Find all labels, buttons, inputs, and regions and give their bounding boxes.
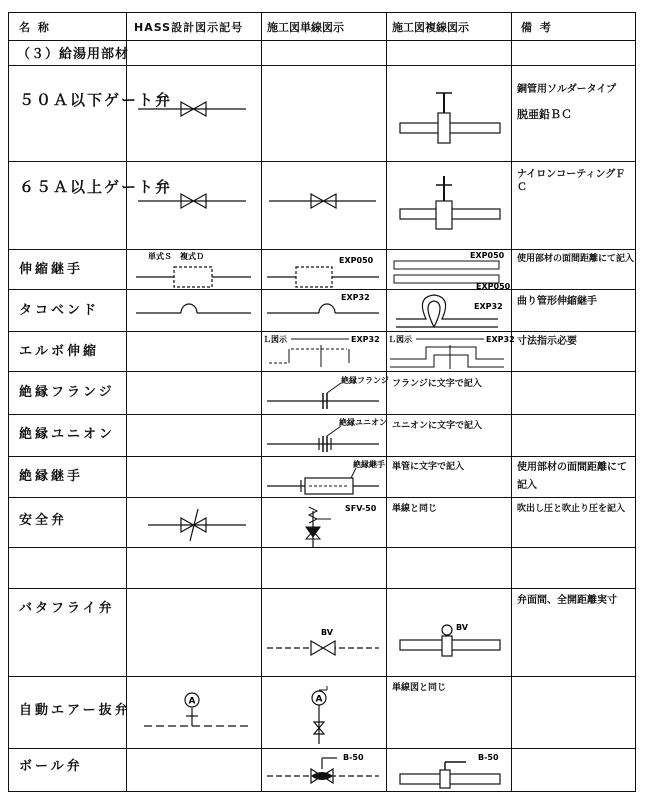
- expansion-joint-symbol: [126, 249, 261, 289]
- row-divider: [9, 40, 635, 41]
- row-name: バタフライ弁: [19, 601, 115, 616]
- ball-valve-double-line: [386, 748, 511, 793]
- remark: 弁面間、全開距離実寸: [517, 595, 617, 606]
- single-label: SFV-50: [345, 504, 377, 513]
- loop-bend-symbol: [126, 289, 261, 331]
- remark: ナイロンコーティングＦＣ: [517, 169, 626, 193]
- remark: 使用部材の面間距離にて記入: [517, 254, 635, 264]
- row-name: 安全弁: [19, 513, 68, 528]
- loop-bend-double-line: [386, 289, 511, 331]
- exp-label: EXP32: [474, 302, 503, 311]
- double-line-note: 単線図と同じ: [392, 683, 447, 693]
- symbol-table: [8, 12, 636, 792]
- gate-valve-symbol: [126, 161, 261, 249]
- exp-label: EXP32: [486, 335, 515, 344]
- gate-valve-single-line: [261, 161, 386, 249]
- butterfly-valve-double-line: [386, 588, 511, 676]
- elbow-expansion-single-line: [261, 331, 386, 371]
- double-line-note: フランジに文字で記入: [392, 379, 482, 389]
- row-name: ５０Ａ以下ゲート弁: [19, 91, 173, 109]
- air-vent-symbol: [126, 676, 261, 748]
- row-divider: [9, 547, 635, 548]
- air-vent-single-line: [261, 676, 386, 748]
- row-name: ６５Ａ以上ゲート弁: [19, 178, 173, 196]
- remark: 脱亜鉛ＢＣ: [517, 108, 572, 121]
- elbow-expansion-double-line: [386, 331, 515, 371]
- gate-valve-double-line-drawing: [386, 161, 511, 249]
- exp-label: EXP32: [351, 335, 380, 344]
- section-title: （３）給湯用部材: [17, 47, 130, 62]
- gauge-letter: A: [188, 696, 196, 707]
- single-label: 絶縁継手: [353, 460, 385, 469]
- exp-label: EXP32: [341, 293, 370, 302]
- column-divider: [511, 13, 512, 791]
- double-label: B-50: [478, 753, 499, 762]
- double-line-note: 単線と同じ: [392, 504, 438, 514]
- remark: 吹出し圧と吹止り圧を記入: [517, 504, 626, 514]
- row-name: タコベンド: [19, 303, 100, 318]
- insulating-joint-single-line: [261, 456, 386, 497]
- insulating-union-single-line: [261, 414, 386, 456]
- exp-label: EXP050: [470, 251, 505, 260]
- header-hass: HASS設計図示記号: [134, 21, 244, 34]
- gate-valve-symbol: [126, 65, 261, 161]
- single-label: 絶縁ユニオン: [339, 418, 387, 427]
- row-name: 絶縁フランジ: [19, 385, 115, 400]
- header-double-line: 施工図複線図示: [392, 21, 469, 34]
- insulating-flange-single-line: [261, 371, 389, 414]
- safety-valve-single-line: [261, 497, 386, 547]
- row-name: ボール弁: [19, 759, 83, 774]
- row-name: 伸縮継手: [19, 262, 84, 277]
- header-remarks: 備 考: [521, 21, 553, 34]
- expansion-joint-double-line: [386, 249, 511, 289]
- double-line-note: ユニオンに文字で記入: [392, 421, 483, 431]
- safety-valve-symbol: [126, 497, 261, 547]
- loop-bend-single-line: [261, 289, 386, 331]
- row-name: 絶縁ユニオン: [19, 427, 116, 442]
- expansion-type-label: 単式Ｓ 複式Ｄ: [148, 252, 204, 261]
- remark: 曲り管形伸縮継手: [517, 296, 597, 307]
- exp-label: EXP050: [339, 256, 374, 265]
- gate-valve-double-line-drawing: [386, 65, 511, 161]
- single-label: BV: [321, 628, 333, 637]
- remark: 記入: [517, 480, 537, 491]
- exp-label: EXP050: [476, 282, 511, 291]
- remark: 銅管用ソルダータイプ: [517, 84, 617, 95]
- butterfly-valve-single-line: [261, 588, 386, 676]
- row-name: 自動エアー抜弁: [19, 703, 131, 718]
- expansion-joint-single-line: [261, 249, 386, 289]
- remark: 使用部材の面間距離にて: [517, 462, 627, 473]
- l-label: Ｌ図示: [388, 335, 412, 344]
- single-label: B-50: [343, 753, 364, 762]
- row-name: エルボ伸縮: [19, 344, 100, 359]
- double-line-note: 単管に文字で記入: [392, 462, 465, 472]
- row-divider: [9, 65, 635, 66]
- gauge-letter: A: [315, 694, 323, 705]
- l-label: Ｌ図示: [263, 335, 287, 344]
- double-label: BV: [456, 623, 468, 632]
- ball-valve-single-line: [261, 748, 386, 793]
- row-name: 絶縁継手: [19, 469, 84, 484]
- header-single-line: 施工図単線図示: [267, 21, 344, 34]
- remark: 寸法指示必要: [517, 336, 577, 347]
- single-label: 絶縁フランジ: [341, 376, 389, 385]
- header-name: 名 称: [19, 21, 51, 34]
